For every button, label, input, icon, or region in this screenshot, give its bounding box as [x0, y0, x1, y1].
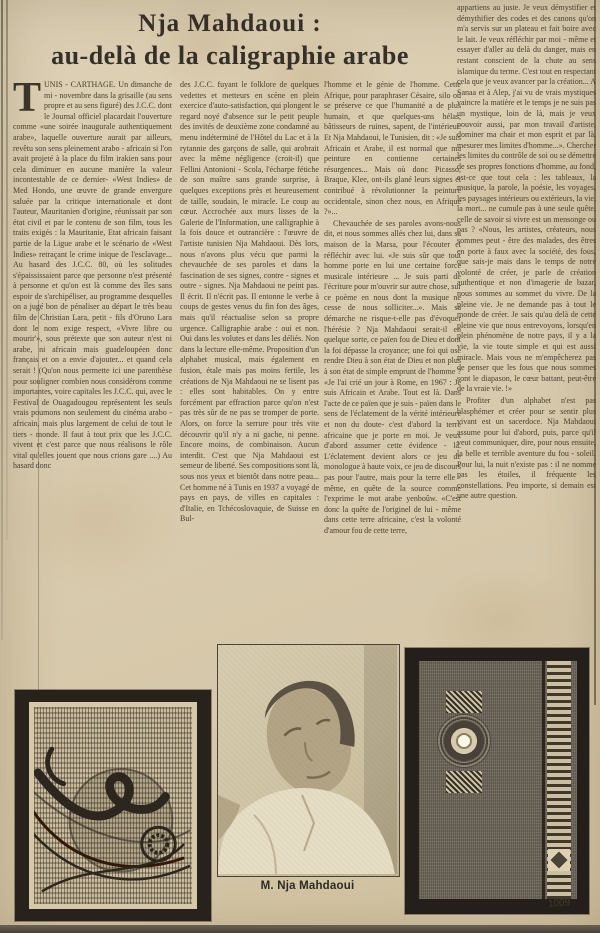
- paragraph-text: UNIS - CARTHAGE. Un dimanche de mi - novembre dans la grisaille (au sens propre et au sens figuré) des J.C.C. dont le Journal officiel placardait l'ouverture comme «une soirée inaugurale authentiquement arabe», laquelle ouverture aurait par ailleurs, revêtu son sens pleinement arabo - africain si l'on avait projeté à la place du film irakien sans pour cela diminuer en aucune manière la valeur incontestable de ce dernier- «West Indies» de Med Hondo, une œuvre de grande envergure saluée par la critique internationale et dont l'auteur, Mauritanien d'origine, réunissait par son état civil et par le contenu de son film, tous les traits exigés : la Mauritanie, Etat africain faisant partie de la Ligue arabe et le scénario de «West Indies» retraçant le crime inique de l'esclavage... Au hasard des J.C.C. 80, où les solitudes s'épaississaient parce que personne n'est présenté à personne et qu'on est là comme des îles sans espoir de s'archipéliser, au programme desquelles on a jugé bon de pénaliser au départ le très beau film de Christian Lara, petit - fils d'Oruno Lara dont le nom exige respect, «Vivre libre ou mourir'», sous prétexte que son auteur n'est ni arabe, ni africain mais guadeloupéen donc français et on a envie d'ajouter... et quand cela serait ! (Qu'on nous permette ici une parenthèse pour souligner combien nous considérons comme importantes, voire capitales les J.C.C. qui, avec le Festival de Ouagadougou représentent les seuls vrais poumons non seulement du cinéma arabo - africain, mais plus largement de celui de tout le tiers - monde. Il faut à tout prix que les J.C.C. vivent et c'est parce que nous réalisons le rôle vital qu'elles jouent que nous crions gare ....) Au hasard donc: [13, 80, 172, 471]
- article-column-3: [324, 80, 461, 665]
- portrait-photo-image: [217, 644, 400, 877]
- handwritten-corner-mark: 1009: [547, 897, 571, 910]
- page-fold-line: [6, 0, 8, 540]
- title-line-1: Nja Mahdaoui :: [138, 10, 322, 37]
- drop-cap: T: [13, 80, 42, 121]
- paragraph: Chevauchée de ses paroles avons-nous dit, et nous sommes allés chez lui, dans sa maison de la Marsa, pour l'écouter et réfléchir avec lui. «Je suis sûr que tout homme porte en lui une certaine force musicale intérieure ... Je suis parti de l'écriture pour m'ouvrir sur autre chose, sur ce poème en nous dont la musique ne cesse de nous solliciter...». Mais sa démarche ne risque-t-elle pas d'évoquer l'hérésie ? Nja Mahdaoui serait-il en quelque sorte, ce païen fou de Dieu et dont la foi dépasse la croyance; une foi qui ose rendre Dieu à son état de Dieu et non plus à son état de simple emprunt de l'homme ? «Je l'ai crié un jour à Rome, en 1967 : Je suis Africain et Arabe. Tout est là. Dans l'acte de ce païen que je suis - païen dans le sens de l'éclatement de la vérité intérieure et non du doute- c'est d'abord la terre africaine que je porte en moi. Je veux d'abord assumer cette évidence - là. L'éclatement devient alors ce jeu de monologue à haute voix, ce jeu de discours pas pour l'autre, mais pour la terre elle - même, en quête de la source comme l'exprime le mot arabe yenboûw. «C'est donc la quête de l'originel de lui - même dans cette terre africaine, c'est la volonté d'amour fou de cette terre,: [324, 218, 461, 535]
- photo-caption: M. Nja Mahdaoui: [260, 880, 355, 892]
- paragraph: appartiens au juste. Je veux démystifier et démythifier des codes et des canons qu'on m'a servis sur un plateau et fait boire avec le lait. Je veux réfléchir par moi - même et essayer d'aller au delà du danger, mais en restant conscient de la chute au sens islamique du terme. C'est tout en respectant cela que je veux avancer par la création... A Sanaa et à Alep, j'ai vu de vrais mystiques vaincre la matière et le temps je ne suis pas un mystique, loin de là, mais je veux pouvoir aussi, par mon travail d'artiste, dominer ma chair et mon esprit et par là, mesurer mes limites d'homme...». Chercher les limites du contrôle de soi ou se démettre de ses propres fonctions d'homme, au fond, est-ce que tout cela : les tableaux, la musique, la parole, la poésie, les voyages, les paysages intérieurs ou extérieurs, la vie, la mort... ne cumule pas à une seule quête, celle de savoir si vivre est un mensonge ou pas ? «Nous, les artistes, créateurs, nous sommes peut - être des malades, des êtres en porte à faux avec la société, des fous, que sais-je mais dans le temps de notre volonté de créer, je parle de création authentique et non d'imagerie de bazar, nous sommes au sommet du vivre. De la pleine vie. Je ne demande pas à tout le monde de créer. Je sais qu'au delà de cette pleine vie que nous entrevoyons, lorsqu'en plein phénomène de notre pays, il y a la vie, la vie toute simple et qui est aussi miracle. Mais vous ne m'empêcherez pas de penser que les fous que nous sommes sont le diapason, le cœur battant, peut-être de la vraie vie. !»: [457, 3, 596, 394]
- band-edge: [542, 661, 545, 899]
- article-column-4: [457, 3, 596, 643]
- paragraph: des J.C.C. fuyant le folklore de quelques vedettes et metteurs en scène en plein exercice d'auto-satisfaction, qui plongent le regard noyé d'absence sur le petit peuple des invités de deuxième zone condamné au menu indéterminé de l'Hôtel du Lac et à la rytannie des garçons de salle, qui arobrait avec la même négligence (croit-il) que Fellini Antonioni - Scola, l'écharpe fétiche de son maître sans grande surprise, à quelques exceptions près et heureusement de taille, soudain, le miracle. Le coup au cœur. Accrochée aux murs lisses de la Galerie de l'Information, une calligraphie à la fois douce et outrancière : l'œuvre de l'artiste tunisien Nja Mahdaoui. Dès lors, nous n'avons plus vécu que parmi la chevauchée de ses paroles et dans la fascination de ses signes, contre - signes et outre - signes. Nja Mahdaoui ne peint pas. Il écrit. Il n'écrit pas. Il entonne le verbe à coups de gestes venus du fin fon des âges, mais qu'il réactualise selon sa propre urgence. Calligraphie arabe : oui et non. Oui dans les volutes et dans les déliés. Non dans la lecture elle-même. Proposition d'un alphabet musical, mais également en fusion, étale mais pas moins fertile, les créations de Nja Mahdaoui ne se lisent pas : elles sont habitables. On y entre forcément par effraction parce qu'on n'est pas très sûr de ne pas se tromper de porte. Alors, on force la serrure pour très vite découvrir qu'il n'y a ni gache, ni penne. Encore moins, de combinaison. Aucun interdit. C'est que Nja Mahdaoui est semeur de liberté. Ses compositions sont là, sous nos yeux et bientôt dans notre peau... Cet homme né à Tunis en 1937 a voyagé de pays en pays, de villes en capitales : d'Italie, en Tchécoslovaquie, de Suisse en Bul-: [180, 80, 319, 524]
- photo-grain-overlay: [218, 645, 399, 876]
- patterned-segment: [446, 771, 482, 793]
- artwork-canvas: [34, 707, 192, 904]
- diamond-inner: [551, 852, 568, 869]
- title-line-2: au-delà de la caligraphie arabe: [51, 41, 409, 70]
- calligraphy-swoosh-icon: [34, 707, 192, 904]
- right-artwork-image: [405, 648, 589, 914]
- page-fold-line: [1, 0, 3, 640]
- page-bottom-edge: [0, 925, 600, 933]
- eye-motif-icon: [442, 719, 486, 763]
- artwork-canvas: [419, 661, 577, 899]
- page-title: [5, 10, 455, 71]
- paragraph: [13, 80, 172, 472]
- paragraph: l'homme et le génie de l'homme. Cette Afrique, pour paraphraser Césaire, silo où se préserve ce que l'humanité a de plus humain, et que quelques-uns hélas, bâtisseurs de ruines, sapent, de l'intérieur. Et Nja Mahdaoui, le Tunisien, dit : «Je suis Africain et Arabe, il est normal que ma peinture en contienne certaines résurgences... Mais où donc Picasso, Braque, Klee, ont-ils glané leurs signes et contribué à révolutionner la peinture occidentale, sinon chez nous, en Afrique ?»...: [324, 80, 461, 217]
- diamond-motif-icon: [548, 849, 570, 871]
- article-column-2: [180, 80, 319, 633]
- paragraph: Profiter d'un alphabet n'est pas blasphémer et créer pour se sentir plus vivant est un sacerdoce. Nja Mahdaoui assume pour lui d'abord, puis, parce qu'il veut communiquer, dire, pour nous ensuite, la belle et terrible aventure du fou - soleil. Pour lui, la nuit n'existe pas : il ne nomme pas les étoiles, il fréquente les constellations. Peu importe, si demain est une autre question.: [457, 395, 596, 501]
- left-artwork-image: [15, 690, 211, 921]
- article-column-1: [13, 80, 172, 646]
- patterned-segment: [446, 691, 482, 713]
